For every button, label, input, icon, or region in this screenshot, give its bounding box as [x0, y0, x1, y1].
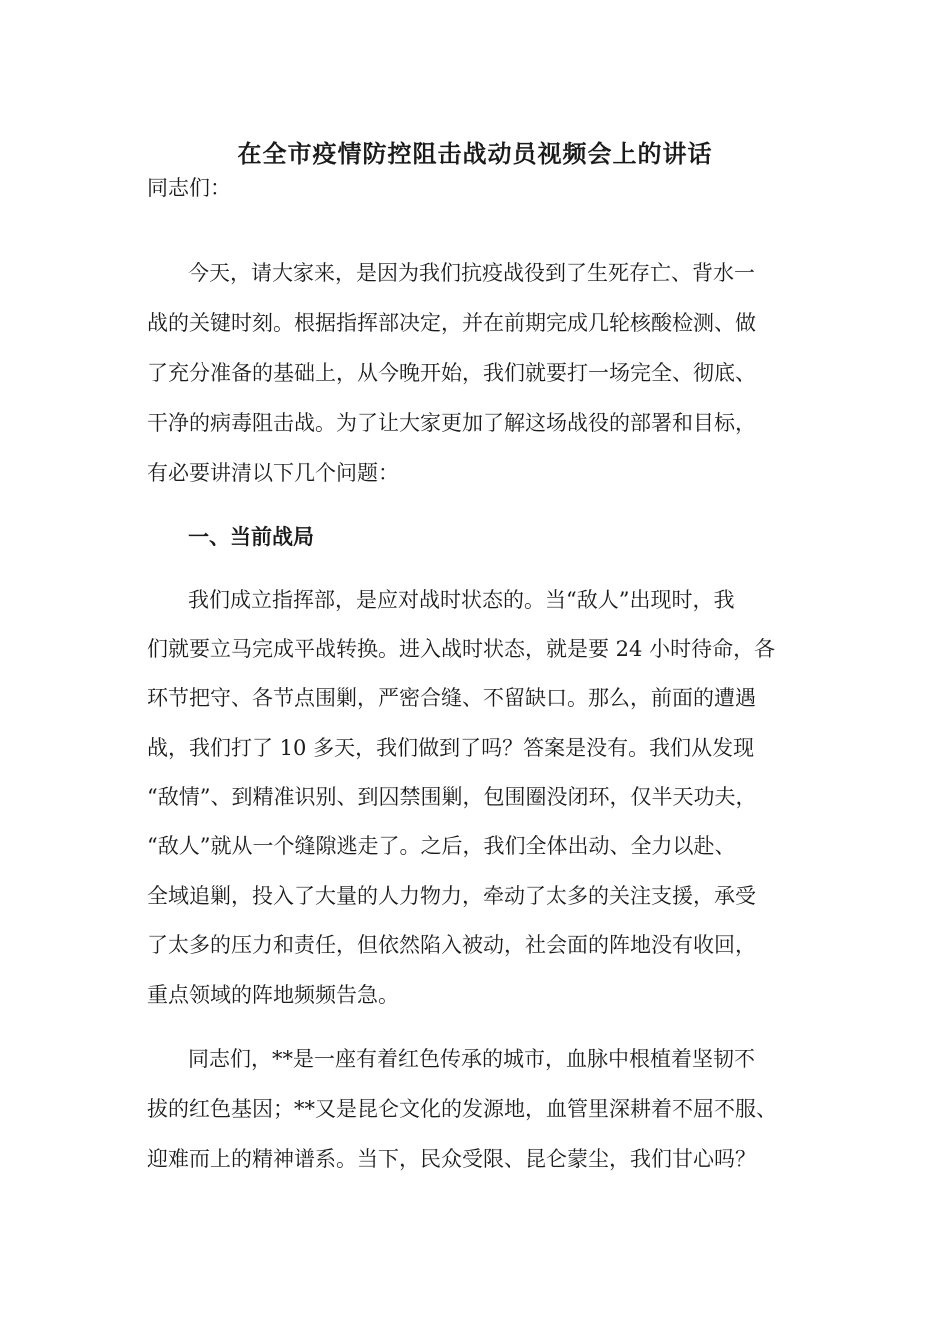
paragraph-1-line-3: 了充分准备的基础上，从今晚开始，我们就要打一场完全、彻底、 [147, 361, 756, 385]
paragraph-1-line-2: 战的关键时刻。根据指挥部决定，并在前期完成几轮核酸检测、做 [147, 311, 756, 335]
paragraph-2-line-5: “敌情”、到精准识别、到囚禁围剿，包围圈没闭环，仅半天功夫， [147, 785, 757, 809]
paragraph-2-line-3: 环节把守、各节点围剿，严密合缝、不留缺口。那么，前面的遭遇 [147, 686, 756, 710]
paragraph-2-line-6: “敌人”就从一个缝隙逃走了。之后，我们全体出动、全力以赴、 [147, 834, 736, 858]
paragraph-1-line-4: 干净的病毒阻击战。为了让大家更加了解这场战役的部署和目标， [147, 411, 756, 435]
section-heading-current-situation: 一、当前战局 [188, 524, 314, 549]
paragraph-1-line-1: 今天，请大家来，是因为我们抗疫战役到了生死存亡、背水一 [188, 261, 755, 285]
paragraph-1-line-5: 有必要讲清以下几个问题： [147, 461, 399, 485]
paragraph-3-line-2: 拔的红色基因；**又是昆仑文化的发源地，血管里深耕着不屈不服、 [147, 1097, 777, 1121]
document-title: 在全市疫情防控阻击战动员视频会上的讲话 [237, 139, 713, 168]
paragraph-2-line-8: 了太多的压力和责任，但依然陷入被动，社会面的阵地没有收回， [147, 933, 756, 957]
paragraph-2-line-1: 我们成立指挥部，是应对战时状态的。当“敌人”出现时，我 [188, 588, 735, 612]
salutation: 同志们： [147, 176, 231, 200]
paragraph-3-line-1: 同志们，**是一座有着红色传承的城市，血脉中根植着坚韧不 [188, 1047, 755, 1071]
paragraph-2-line-7: 全域追剿，投入了大量的人力物力，牵动了太多的关注支援，承受 [147, 884, 756, 908]
paragraph-2-line-2: 们就要立马完成平战转换。进入战时状态，就是要 24 小时待命，各 [147, 637, 776, 661]
paragraph-2-line-4: 战，我们打了 10 多天，我们做到了吗？答案是没有。我们从发现 [147, 736, 755, 760]
paragraph-3-line-3: 迎难而上的精神谱系。当下，民众受限、昆仑蒙尘，我们甘心吗？ [147, 1147, 756, 1171]
paragraph-2-line-9: 重点领域的阵地频频告急。 [147, 983, 399, 1007]
